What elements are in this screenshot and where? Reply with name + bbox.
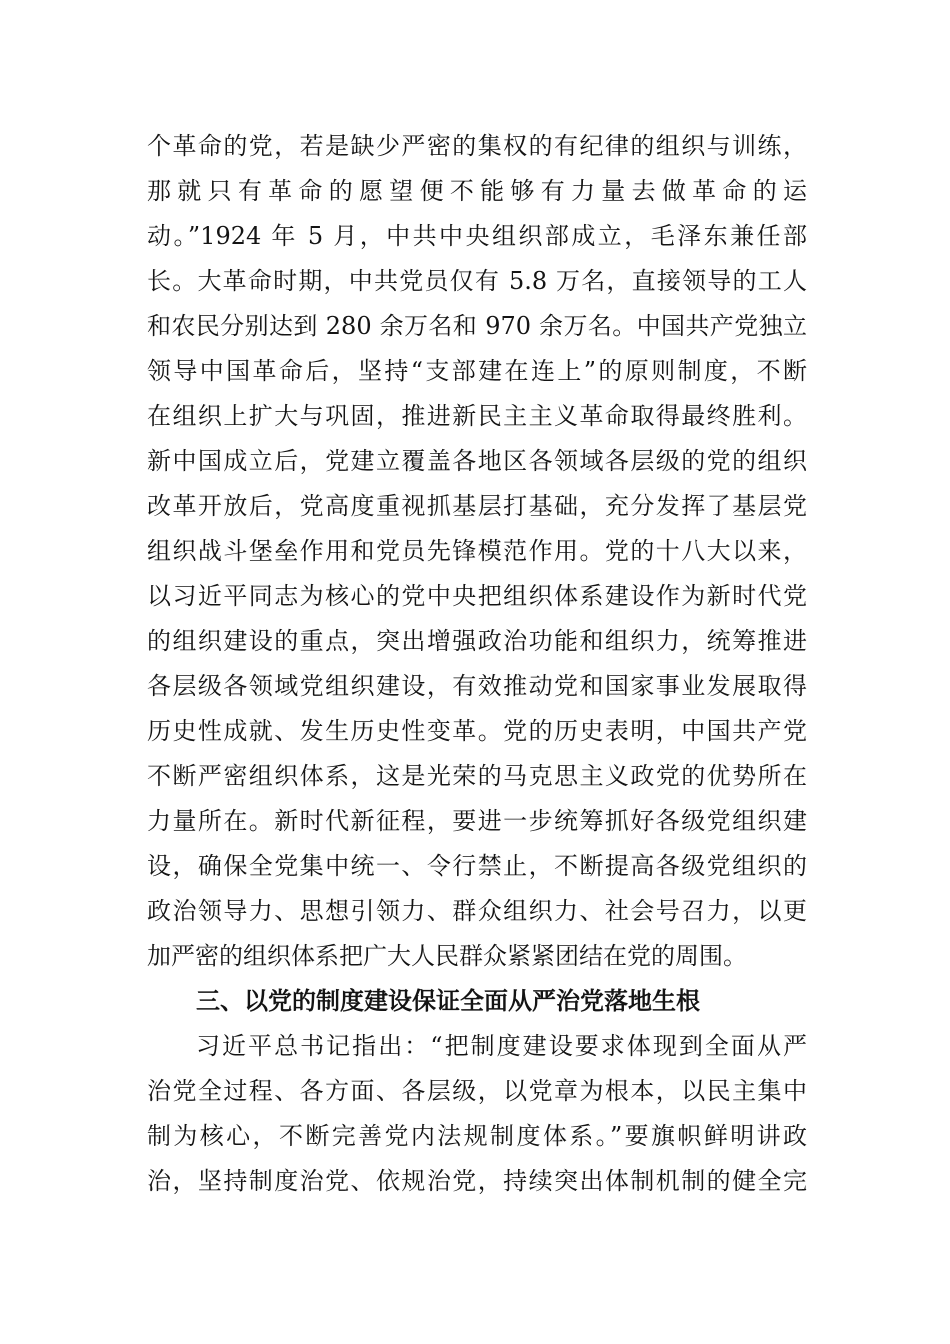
text-line: 各层级各领域党组织建设，有效推动党和国家事业发展取得 (147, 672, 807, 700)
text-line: 政治领导力、思想引领力、群众组织力、社会号召力，以更 (147, 897, 807, 925)
text-line: 不断严密组织体系，这是光荣的马克思主义政党的优势所在 (147, 762, 807, 790)
text-line: 和农民分别达到 280 余万名和 970 余万名。中国共产党独立 (147, 312, 807, 340)
text-line: 治党全过程、各方面、各层级，以党章为根本，以民主集中 (147, 1077, 807, 1105)
text-line: 动。”1924 年 5 月，中共中央组织部成立，毛泽东兼任部 (147, 222, 807, 250)
text-line: 个革命的党，若是缺少严密的集权的有纪律的组织与训练， (147, 132, 807, 160)
text-line: 新中国成立后，党建立覆盖各地区各领域各层级的党的组织 (147, 447, 807, 475)
text-line: 长。大革命时期，中共党员仅有 5.8 万名，直接领导的工人 (147, 267, 807, 295)
text-line: 力量所在。新时代新征程，要进一步统筹抓好各级党组织建 (147, 807, 807, 835)
text-line: 的组织建设的重点，突出增强政治功能和组织力，统筹推进 (147, 627, 807, 655)
text-line: 设，确保全党集中统一、令行禁止，不断提高各级党组织的 (147, 852, 807, 880)
text-line: 制为核心，不断完善党内法规制度体系。”要旗帜鲜明讲政 (147, 1122, 807, 1150)
text-line: 历史性成就、发生历史性变革。党的历史表明，中国共产党 (147, 717, 807, 745)
text-line: 组织战斗堡垒作用和党员先锋模范作用。党的十八大以来， (147, 537, 807, 565)
text-line: 治，坚持制度治党、依规治党，持续突出体制机制的健全完 (147, 1167, 807, 1195)
text-line: 加严密的组织体系把广大人民群众紧紧团结在党的周围。 (147, 942, 747, 970)
text-line: 那就只有革命的愿望便不能够有力量去做革命的运 (147, 177, 807, 205)
text-line: 以习近平同志为核心的党中央把组织体系建设作为新时代党 (147, 582, 807, 610)
text-line: 在组织上扩大与巩固，推进新民主主义革命取得最终胜利。 (147, 402, 807, 430)
text-line: 领导中国革命后，坚持“支部建在连上”的原则制度，不断 (147, 357, 807, 385)
text-line: 习近平总书记指出：“把制度建设要求体现到全面从严 (196, 1032, 807, 1060)
section-heading: 三、以党的制度建设保证全面从严治党落地生根 (196, 987, 700, 1015)
text-line: 改革开放后，党高度重视抓基层打基础，充分发挥了基层党 (147, 492, 807, 520)
